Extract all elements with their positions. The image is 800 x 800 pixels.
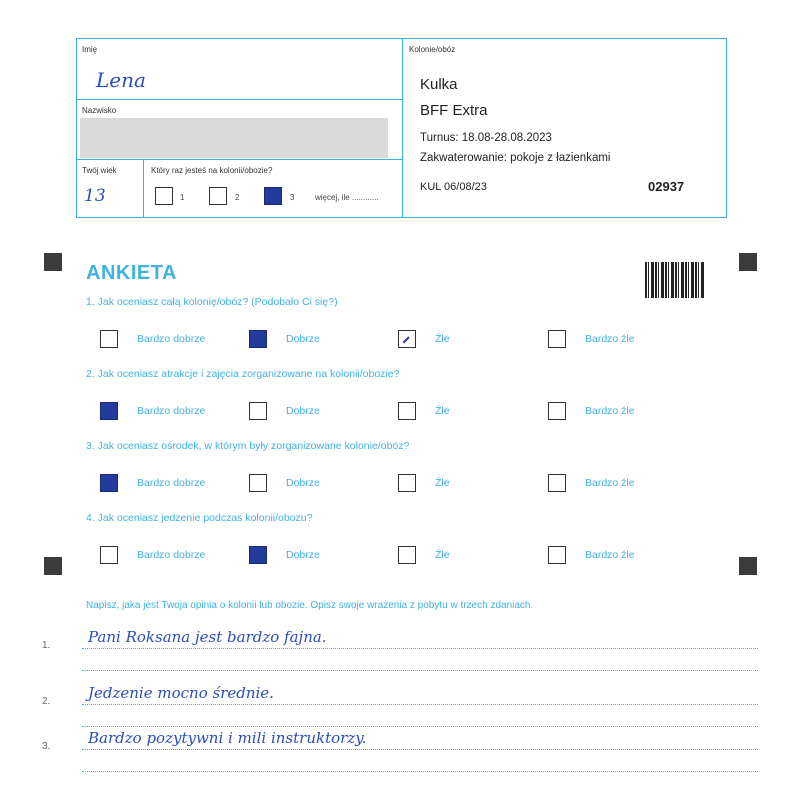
q4-option-label: Źle	[435, 549, 450, 561]
q4-checkbox-2[interactable]	[249, 546, 267, 564]
question-3: 3. Jak oceniasz ośrodek, w którym były zorganizowane kolonie/obóz?	[86, 440, 410, 452]
q4-option-label: Dobrze	[286, 549, 320, 561]
form-divider	[76, 159, 402, 160]
times-checkbox-2[interactable]	[209, 187, 227, 205]
camp-type: BFF Extra	[420, 102, 488, 119]
q4-checkbox-3[interactable]	[398, 546, 416, 564]
q1-option-label: Źle	[435, 333, 450, 345]
redacted-surname-field[interactable]	[80, 118, 388, 158]
q4-option-label: Bardzo dobrze	[137, 549, 206, 561]
q4-option-label: Bardzo źle	[585, 549, 635, 561]
answer-line	[82, 771, 758, 772]
q2-option-label: Źle	[435, 405, 450, 417]
age-label: Twój wiek	[82, 166, 117, 175]
answer-text[interactable]: Pani Roksana jest bardzo fajna.	[88, 628, 327, 646]
q2-option-label: Bardzo źle	[585, 405, 635, 417]
times-checkbox-3[interactable]	[264, 187, 282, 205]
question-2: 2. Jak oceniasz atrakcje i zajęcia zorganizowane na kolonii/obozie?	[86, 368, 400, 380]
camp-name: Kulka	[420, 76, 458, 93]
question-4: 4. Jak oceniasz jedzenie podczas kolonii/obozu?	[86, 512, 313, 524]
answer-line	[82, 749, 758, 750]
q1-checkbox-2[interactable]	[249, 330, 267, 348]
question-1: 1. Jak oceniasz całą kolonię/obóz? (Podobało Ci się?)	[86, 296, 338, 308]
answer-line	[82, 648, 758, 649]
serial-number: 02937	[648, 179, 685, 194]
q4-checkbox-4[interactable]	[548, 546, 566, 564]
camp-code: KUL 06/08/23	[420, 181, 487, 193]
q3-checkbox-3[interactable]	[398, 474, 416, 492]
times-option-2: 2	[235, 193, 240, 202]
q1-option-label: Bardzo źle	[585, 333, 635, 345]
q3-option-label: Bardzo dobrze	[137, 477, 206, 489]
q1-option-label: Bardzo dobrze	[137, 333, 206, 345]
answer-number: 3.	[42, 741, 51, 752]
alignment-marker	[739, 557, 757, 575]
name-value[interactable]: Lena	[96, 68, 146, 92]
answer-number: 2.	[42, 696, 51, 707]
answer-number: 1.	[42, 640, 51, 651]
camp-label: Kolonie/obóz	[409, 45, 456, 54]
answer-line	[82, 670, 758, 671]
q3-option-label: Dobrze	[286, 477, 320, 489]
q2-checkbox-2[interactable]	[249, 402, 267, 420]
form-divider	[76, 99, 402, 100]
answer-text[interactable]: Bardzo pozytywni i mili instruktorzy.	[88, 729, 367, 747]
q1-checkbox-1[interactable]	[100, 330, 118, 348]
survey-title: ANKIETA	[86, 262, 177, 284]
alignment-marker	[44, 557, 62, 575]
turnus: Turnus: 18.08-28.08.2023	[420, 132, 552, 144]
answer-text[interactable]: Jedzenie mocno średnie.	[88, 684, 274, 702]
form-divider	[402, 38, 403, 218]
name-label: Imię	[82, 45, 98, 54]
accommodation: Zakwaterowanie: pokoje z łazienkami	[420, 152, 611, 164]
q3-checkbox-1[interactable]	[100, 474, 118, 492]
alignment-marker	[739, 253, 757, 271]
q4-checkbox-1[interactable]	[100, 546, 118, 564]
times-checkbox-1[interactable]	[155, 187, 173, 205]
q3-checkbox-4[interactable]	[548, 474, 566, 492]
times-label: Który raz jesteś na kolonii/obozie?	[151, 166, 273, 175]
q2-checkbox-3[interactable]	[398, 402, 416, 420]
q1-option-label: Dobrze	[286, 333, 320, 345]
q3-checkbox-2[interactable]	[249, 474, 267, 492]
q3-option-label: Źle	[435, 477, 450, 489]
times-option-1: 1	[180, 193, 185, 202]
q2-option-label: Dobrze	[286, 405, 320, 417]
q3-option-label: Bardzo źle	[585, 477, 635, 489]
answer-line	[82, 726, 758, 727]
answer-line	[82, 704, 758, 705]
form-divider	[143, 159, 144, 218]
times-more: więcej, ile ............	[315, 193, 379, 202]
q1-checkbox-3[interactable]	[398, 330, 416, 348]
age-value[interactable]: 13	[84, 186, 106, 206]
q2-checkbox-4[interactable]	[548, 402, 566, 420]
q2-option-label: Bardzo dobrze	[137, 405, 206, 417]
alignment-marker	[44, 253, 62, 271]
barcode-icon	[645, 262, 705, 298]
q1-checkbox-4[interactable]	[548, 330, 566, 348]
times-option-3: 3	[290, 193, 295, 202]
surname-label: Nazwisko	[82, 106, 117, 115]
opinion-prompt: Napisz, jaka jest Twoja opinia o kolonii lub obozie. Opisz swoje wrażenia z pobytu w trzech zdaniach.	[86, 600, 534, 611]
q2-checkbox-1[interactable]	[100, 402, 118, 420]
